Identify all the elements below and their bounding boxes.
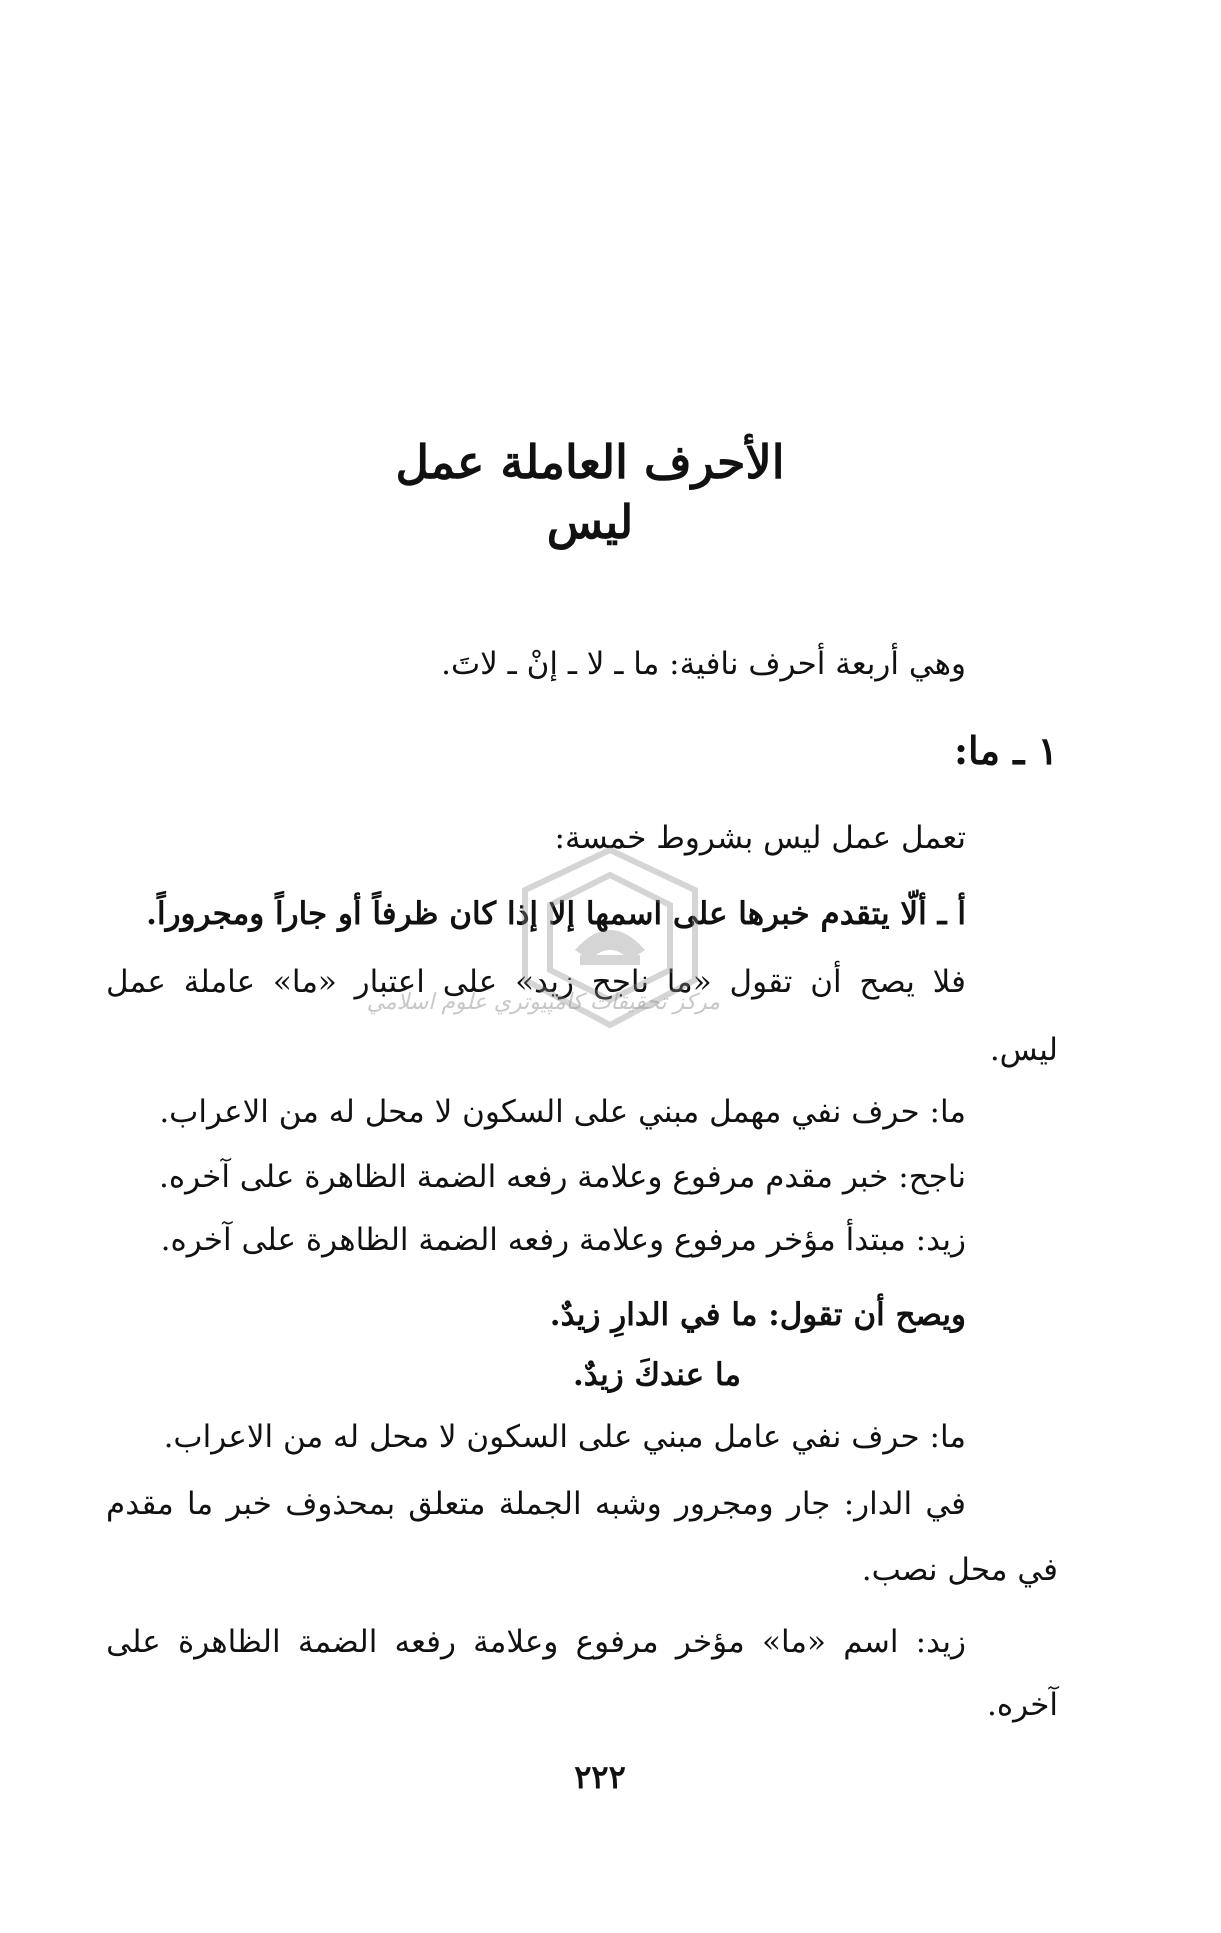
word: عاملة bbox=[183, 964, 256, 1000]
parse-1-ma: ما: حرف نفي مهمل مبني على السكون لا محل له من الاعراب. bbox=[159, 1094, 966, 1130]
parse-1-najih: ناجح: خبر مقدم مرفوع وعلامة رفعه الضمة الظاهرة على آخره. bbox=[158, 1159, 966, 1195]
conditions-intro: تعمل عمل ليس بشروط خمسة: bbox=[554, 820, 966, 856]
word: «ما bbox=[666, 964, 712, 1000]
word: مقدم bbox=[106, 1486, 174, 1522]
word: بمحذوف bbox=[285, 1486, 396, 1522]
word: زيد» bbox=[515, 964, 574, 1000]
word: مرفوع bbox=[575, 1624, 659, 1660]
page-title: الأحرف العاملة عمل ليس bbox=[395, 435, 785, 549]
word: مؤخر bbox=[675, 1624, 745, 1660]
word: زيد: bbox=[915, 1624, 966, 1660]
parse-2-zaid-end: آخره. bbox=[987, 1687, 1058, 1723]
word: يصح bbox=[859, 964, 915, 1000]
word: الدار: bbox=[843, 1486, 913, 1522]
parse-2-dar-line bbox=[106, 1482, 966, 1526]
parse-2-zaid-line bbox=[106, 1620, 966, 1664]
section-heading: ١ ـ ما: bbox=[954, 728, 1058, 773]
word: اسم bbox=[843, 1624, 899, 1660]
word: وعلامة bbox=[473, 1624, 559, 1660]
intro-line: وهي أربعة أحرف نافية: ما ـ لا ـ إنْ ـ لاتَ. bbox=[441, 646, 966, 682]
word: على bbox=[442, 964, 498, 1000]
word: متعلق bbox=[408, 1486, 486, 1522]
word: على bbox=[106, 1624, 161, 1660]
parse-2-dar-end: في محل نصب. bbox=[861, 1552, 1058, 1588]
watermark-text: مركز تحقيقات كامپيوتري علوم اسلامي bbox=[366, 990, 720, 1015]
parse-1-zaid: زيد: مبتدأ مؤخر مرفوع وعلامة رفعه الضمة الظاهرة على آخره. bbox=[160, 1222, 966, 1258]
word: ومجرور bbox=[674, 1486, 774, 1522]
correct-example-2: ما عندكَ زيدٌ. bbox=[573, 1357, 741, 1393]
word: الظاهرة bbox=[177, 1624, 281, 1660]
parse-2-ma: ما: حرف نفي عامل مبني على السكون لا محل له من الاعراب. bbox=[163, 1419, 966, 1455]
word: ناجح bbox=[591, 964, 649, 1000]
correct-example-1: ويصح أن تقول: ما في الدارِ زيدٌ. bbox=[549, 1297, 966, 1333]
word: عمل bbox=[106, 964, 166, 1000]
word: «ما» bbox=[272, 964, 337, 1000]
word: أن bbox=[810, 964, 842, 1000]
word: وشبه bbox=[594, 1486, 662, 1522]
word: «ما» bbox=[762, 1624, 826, 1660]
condition-a: أ ـ ألّا يتقدم خبرها على اسمها إلا إذا كان ظرفاً أو جاراً ومجروراً. bbox=[146, 896, 966, 932]
example-1-end: ليس. bbox=[989, 1032, 1058, 1068]
page-number: ٢٢٢ bbox=[574, 1758, 626, 1796]
word: رفعه bbox=[394, 1624, 456, 1660]
word: فلا bbox=[932, 964, 966, 1000]
word: في bbox=[925, 1486, 966, 1522]
word: الضمة bbox=[297, 1624, 378, 1660]
word: ما bbox=[187, 1486, 214, 1522]
word: الجملة bbox=[498, 1486, 582, 1522]
word: خبر bbox=[226, 1486, 272, 1522]
word: جار bbox=[786, 1486, 831, 1522]
word: اعتبار bbox=[354, 964, 425, 1000]
word: تقول bbox=[729, 964, 793, 1000]
